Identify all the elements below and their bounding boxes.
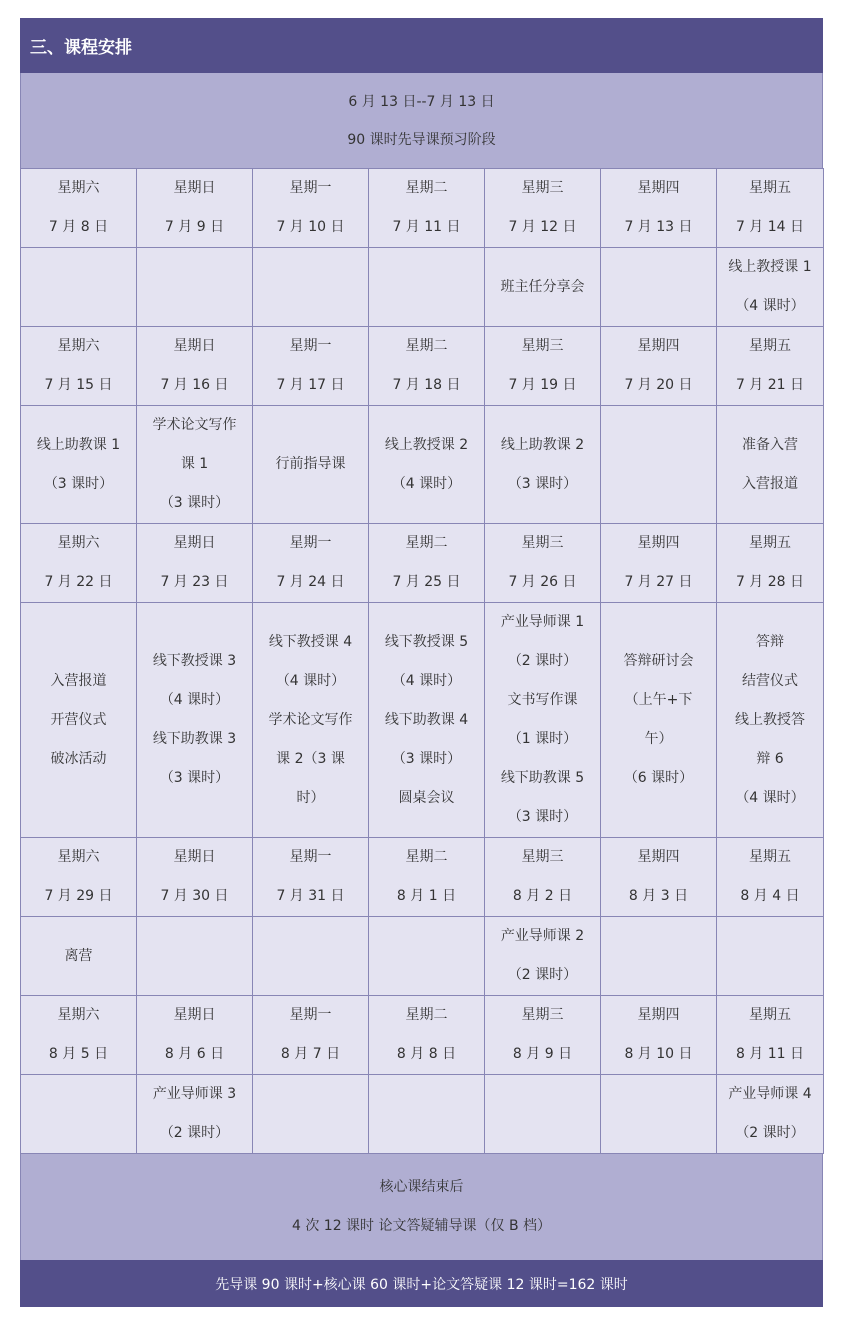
activity-line: （3 课时） [159,495,230,511]
weekday-label: 星期五 [749,849,791,865]
activity-line: 线下教授课 4 [268,633,353,650]
activity-line: （3 课时） [43,475,114,492]
date-label: 7 月 12 日 [508,219,577,235]
activity-cell [21,917,137,996]
activity-line: 线下教授课 3 [152,653,237,669]
activity-line: 入营报道 [742,475,798,492]
schedule-sheet [20,18,823,1307]
weekday-date-row [21,327,824,406]
day-header-cell [717,169,824,248]
weekday-label: 星期五 [749,338,791,354]
activity-cell [137,1075,253,1154]
date-label: 8 月 6 日 [164,1046,225,1062]
weekday-label: 星期三 [521,849,564,865]
day-header-cell [601,838,717,917]
activity-cell [485,603,601,838]
activity-line: 产业导师课 4 [728,1086,812,1102]
activity-cell [601,1075,717,1154]
day-header-cell [21,838,137,917]
activity-cell [137,406,253,524]
weekday-date-row [21,838,824,917]
activity-line: 准备入营 [742,436,798,453]
day-header-cell [253,524,369,603]
weekday-label: 星期日 [173,535,216,551]
day-header-cell [601,524,717,603]
day-header-cell [717,838,824,917]
day-header-cell [253,169,369,248]
day-header-cell [137,524,253,603]
weekday-label: 星期二 [405,849,448,865]
weekday-label: 星期二 [405,1007,448,1023]
activity-cell [601,248,717,327]
date-label: 7 月 13 日 [624,219,693,235]
weekday-label: 星期五 [749,535,791,551]
post-core-line-2: 4 次 12 课时 论文答疑辅导课（仅 B 档） [291,1218,552,1234]
activity-line: 开营仪式 [50,711,107,728]
date-label: 7 月 26 日 [508,574,577,590]
activity-cell [21,603,137,838]
weekday-label: 星期日 [173,180,216,196]
weekday-label: 星期日 [173,849,216,865]
day-header-cell [717,996,824,1075]
day-header-cell [137,838,253,917]
date-label: 7 月 23 日 [160,574,229,590]
weekday-label: 星期五 [749,180,791,196]
day-header-cell [485,996,601,1075]
date-label: 8 月 9 日 [512,1046,573,1062]
weekday-label: 星期六 [57,180,100,196]
activity-cell [253,603,369,838]
day-header-cell [485,524,601,603]
activity-line: 离营 [64,947,93,964]
activity-line: （3 课时） [391,750,462,767]
date-label: 8 月 10 日 [624,1046,693,1062]
activity-cell [21,406,137,524]
activity-line: 辩 6 [756,750,784,767]
weekday-date-row [21,169,824,248]
pre-period-description: 90 课时先导课预习阶段 [347,131,496,148]
activity-cell [485,917,601,996]
activity-cell [485,248,601,327]
date-label: 7 月 18 日 [392,377,461,393]
activity-cell [253,1075,369,1154]
date-label: 7 月 8 日 [48,219,109,235]
day-header-cell [485,169,601,248]
schedule-table [20,168,824,1154]
activity-line: （上午+下 [624,692,693,708]
date-label: 7 月 30 日 [160,888,229,904]
activity-line: 线上教授课 2 [384,436,469,453]
activity-line: 线上教授答 [735,711,805,728]
activity-line: 线下助教课 5 [500,770,585,786]
activity-cell [601,603,717,838]
activity-cell [369,917,485,996]
activity-line: （2 课时） [507,653,578,669]
date-label: 8 月 8 日 [396,1046,457,1062]
activity-line: （3 课时） [507,475,578,492]
date-label: 7 月 29 日 [44,888,113,904]
activity-cell [485,1075,601,1154]
activity-line: 文书写作课 [507,692,578,708]
date-label: 8 月 3 日 [628,888,689,904]
activity-cell [717,917,824,996]
activity-line: 破冰活动 [50,750,107,767]
weekday-label: 星期四 [637,1007,680,1023]
activity-line: 答辩 [756,633,784,650]
date-label: 7 月 20 日 [624,377,693,393]
activity-line: 线下助教课 3 [152,731,237,747]
activity-line: （2 课时） [735,1125,805,1141]
activity-line: 入营报道 [50,672,107,689]
activity-cell [369,406,485,524]
activity-row [21,603,824,838]
date-label: 7 月 16 日 [160,377,229,393]
date-label: 7 月 31 日 [276,888,345,904]
day-header-cell [717,524,824,603]
weekday-label: 星期一 [289,338,332,354]
activity-cell [253,406,369,524]
activity-cell [253,917,369,996]
activity-line: （2 课时） [507,967,578,983]
weekday-label: 星期三 [521,338,564,354]
weekday-label: 星期日 [173,338,216,354]
day-header-cell [369,524,485,603]
pre-period-block [20,73,823,168]
activity-cell [369,603,485,838]
day-header-cell [137,996,253,1075]
weekday-label: 星期四 [637,849,680,865]
activity-cell [485,406,601,524]
weekday-label: 星期日 [173,1007,216,1023]
activity-line: （4 课时） [735,789,805,806]
activity-cell [369,1075,485,1154]
weekday-date-row [21,996,824,1075]
activity-cell [137,603,253,838]
post-core-line-1: 核心课结束后 [379,1179,464,1195]
date-label: 7 月 19 日 [508,377,577,393]
pre-period-dates: 6 月 13 日--7 月 13 日 [348,93,495,110]
activity-cell [717,1075,824,1154]
activity-cell [21,1075,137,1154]
activity-line: 线上助教课 1 [36,436,121,453]
weekday-label: 星期一 [289,849,332,865]
activity-cell [717,248,824,327]
day-header-cell [601,169,717,248]
activity-row [21,917,824,996]
activity-line: 午） [644,731,673,747]
date-label: 7 月 17 日 [276,377,345,393]
weekday-label: 星期四 [637,338,680,354]
date-label: 7 月 28 日 [735,574,805,590]
day-header-cell [601,996,717,1075]
day-header-cell [21,327,137,406]
activity-line: （3 课时） [507,809,578,825]
activity-cell [601,406,717,524]
weekday-label: 星期六 [57,338,100,354]
activity-cell [253,248,369,327]
post-core-block [20,1154,823,1260]
day-header-cell [485,327,601,406]
activity-line: 线下助教课 4 [384,711,469,728]
day-header-cell [717,327,824,406]
date-label: 8 月 7 日 [280,1046,341,1062]
total-hours-summary: 先导课 90 课时+核心课 60 课时+论文答疑课 12 课时=162 课时 [20,1260,823,1307]
activity-line: （4 课时） [391,672,462,689]
day-header-cell [485,838,601,917]
weekday-date-row [21,524,824,603]
activity-line: （4 课时） [275,672,346,689]
day-header-cell [369,838,485,917]
day-header-cell [369,169,485,248]
date-label: 7 月 11 日 [392,219,461,235]
activity-cell [137,248,253,327]
activity-line: 答辩研讨会 [623,653,694,669]
activity-line: 线上教授课 1 [728,259,812,275]
date-label: 7 月 15 日 [44,377,113,393]
date-label: 8 月 2 日 [512,888,573,904]
weekday-label: 星期三 [521,1007,564,1023]
date-label: 7 月 14 日 [735,219,805,235]
activity-line: （2 课时） [159,1125,230,1141]
weekday-label: 星期一 [289,180,332,196]
activity-row [21,406,824,524]
date-label: 7 月 21 日 [735,377,805,393]
weekday-label: 星期三 [521,180,564,196]
day-header-cell [601,327,717,406]
activity-line: 线下教授课 5 [384,633,469,650]
activity-line: 班主任分享会 [500,278,585,295]
activity-line: 学术论文写作 [152,417,237,433]
activity-line: 行前指导课 [275,456,346,472]
activity-line: （4 课时） [159,692,230,708]
weekday-label: 星期四 [637,180,680,196]
date-label: 7 月 10 日 [276,219,345,235]
day-header-cell [21,996,137,1075]
activity-line: （1 课时） [507,731,578,747]
activity-cell [369,248,485,327]
day-header-cell [253,838,369,917]
activity-line: 产业导师课 2 [500,928,585,944]
day-header-cell [137,169,253,248]
activity-line: 线上助教课 2 [500,436,585,453]
activity-cell [717,406,824,524]
weekday-label: 星期六 [57,535,100,551]
activity-row [21,1075,824,1154]
section-title: 三、课程安排 [20,18,823,73]
weekday-label: 星期二 [405,180,448,196]
date-label: 7 月 22 日 [44,574,113,590]
day-header-cell [369,327,485,406]
weekday-label: 星期一 [289,535,332,551]
date-label: 8 月 5 日 [48,1046,109,1062]
weekday-label: 星期六 [57,849,100,865]
activity-line: （4 课时） [391,475,462,492]
activity-line: 产业导师课 3 [152,1086,237,1102]
weekday-label: 星期五 [749,1007,791,1023]
weekday-label: 星期二 [405,535,448,551]
date-label: 7 月 27 日 [624,574,693,590]
activity-line: 学术论文写作 [268,711,353,728]
date-label: 8 月 1 日 [396,888,457,904]
day-header-cell [369,996,485,1075]
activity-line: 时） [296,789,325,806]
activity-line: 课 1 [180,456,209,472]
date-label: 7 月 24 日 [276,574,345,590]
day-header-cell [137,327,253,406]
activity-cell [137,917,253,996]
weekday-label: 星期一 [289,1007,332,1023]
day-header-cell [21,524,137,603]
date-label: 7 月 25 日 [392,574,461,590]
date-label: 8 月 11 日 [735,1046,805,1062]
activity-row [21,248,824,327]
day-header-cell [253,327,369,406]
weekday-label: 星期四 [637,535,680,551]
weekday-label: 星期二 [405,338,448,354]
day-header-cell [21,169,137,248]
day-header-cell [253,996,369,1075]
weekday-label: 星期三 [521,535,564,551]
activity-cell [21,248,137,327]
activity-line: 结营仪式 [742,672,798,689]
activity-line: 圆桌会议 [398,789,455,806]
weekday-label: 星期六 [57,1007,100,1023]
activity-cell [601,917,717,996]
activity-line: （4 课时） [735,298,805,314]
activity-line: （6 课时） [623,770,694,786]
date-label: 7 月 9 日 [164,219,225,235]
activity-line: 产业导师课 1 [500,614,585,630]
activity-cell [717,603,824,838]
activity-line: 课 2（3 课 [276,750,345,767]
date-label: 8 月 4 日 [740,888,800,904]
activity-line: （3 课时） [159,770,230,786]
